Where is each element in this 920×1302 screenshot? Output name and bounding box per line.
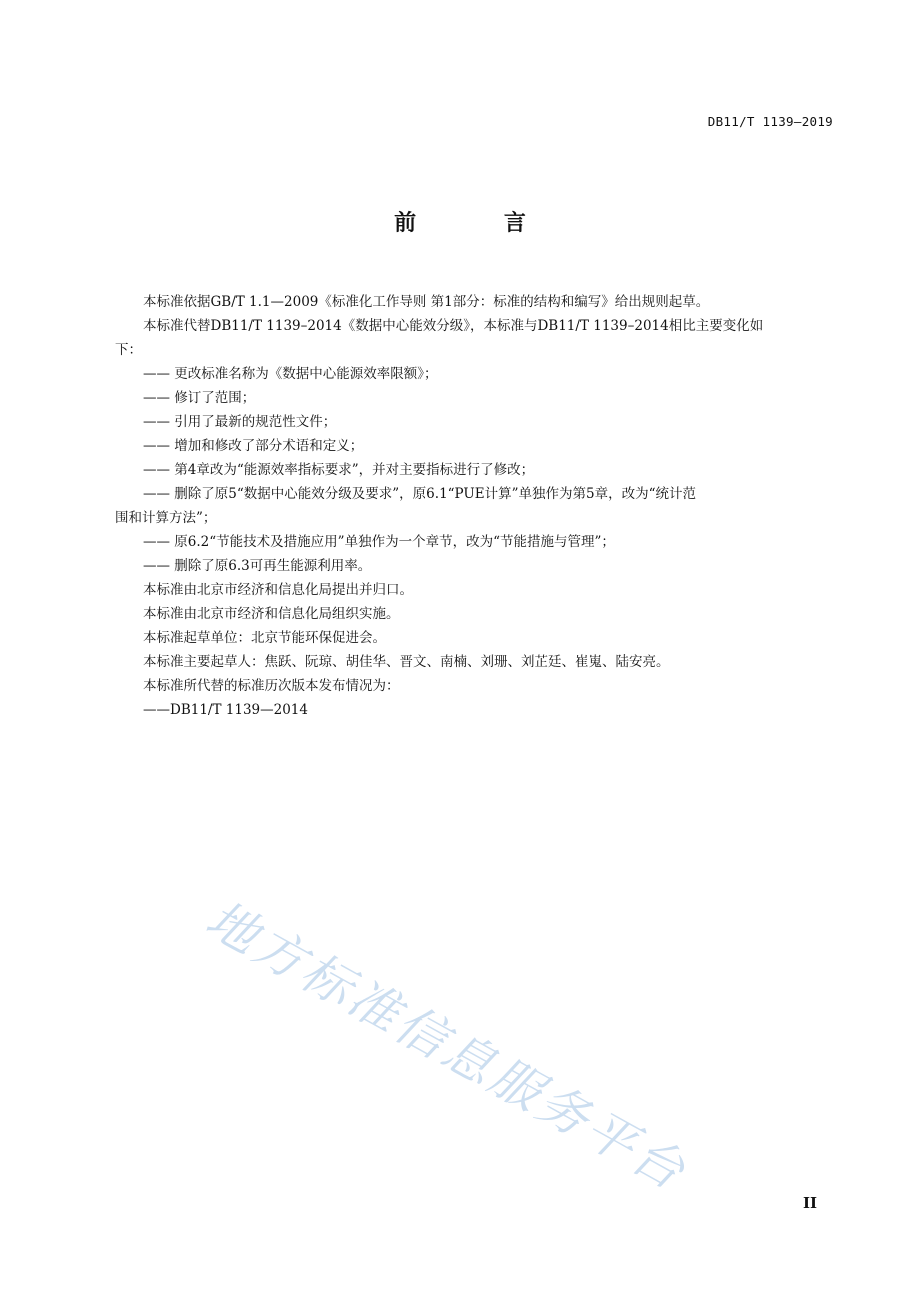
change-item: —— 增加和修改了部分术语和定义； xyxy=(143,438,364,454)
change-item: —— 更改标准名称为《数据中心能源效率限额》； xyxy=(143,366,438,382)
paragraph-replaces: 本标准代替DB11/T 1139–2014《数据中心能效分级》，本标准与DB11/T 1139–2014相比主要变化如 xyxy=(143,318,764,334)
history-item: ——DB11/T 1139—2014 xyxy=(143,702,308,718)
page-title: 前 言 xyxy=(394,211,566,236)
document-code: DB11/T 1139—2019 xyxy=(707,114,833,129)
change-item: —— 删除了原5“数据中心能效分级及要求”，原6.1“PUE计算”单独作为第5章，改为“统计范 xyxy=(143,486,697,502)
change-item: —— 原6.2“节能技术及措施应用”单独作为一个章节，改为“节能措施与管理”； xyxy=(143,534,615,550)
paragraph-drafting-unit: 本标准起草单位：北京节能环保促进会。 xyxy=(143,630,386,646)
foreword-body xyxy=(115,290,825,722)
paragraph-history: 本标准所代替的标准历次版本发布情况为： xyxy=(143,678,400,694)
change-item: —— 删除了原6.3可再生能源利用率。 xyxy=(143,558,372,574)
change-item: —— 修订了范围； xyxy=(143,390,256,406)
paragraph-basis: 本标准依据GB/T 1.1—2009《标准化工作导则 第1部分：标准的结构和编写》给出规则起草。 xyxy=(143,294,710,310)
paragraph-replaces-continued: 下： xyxy=(115,342,142,358)
change-item: —— 第4章改为“能源效率指标要求”，并对主要指标进行了修改； xyxy=(143,462,535,478)
paragraph-drafters: 本标准主要起草人：焦跃、阮琼、胡佳华、晋文、南楠、刘珊、刘芷廷、崔嵬、陆安亮。 xyxy=(143,654,670,670)
page-number: II xyxy=(802,1194,817,1212)
change-item: —— 引用了最新的规范性文件； xyxy=(143,414,337,430)
change-item-continued: 围和计算方法”； xyxy=(115,510,217,526)
paragraph-proposer: 本标准由北京市经济和信息化局提出并归口。 xyxy=(143,582,413,598)
watermark-text: 地方标准信息服务平台 xyxy=(196,889,697,1203)
paragraph-implementer: 本标准由北京市经济和信息化局组织实施。 xyxy=(143,606,400,622)
